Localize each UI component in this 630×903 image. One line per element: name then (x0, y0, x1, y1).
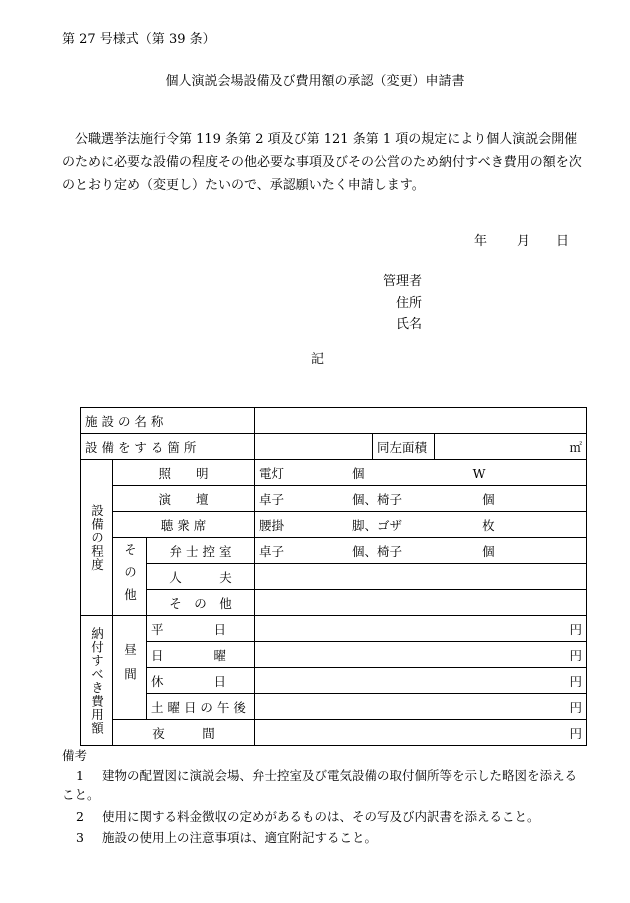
seats-c3: 枚 (482, 517, 495, 533)
yen-unit: 円 (569, 647, 583, 663)
yen-unit: 円 (569, 673, 583, 689)
lighting-c1: 電灯 (259, 465, 285, 481)
date-day-label: 日 (556, 234, 570, 249)
table-row (81, 642, 587, 668)
table-row (81, 538, 587, 564)
name-label: 氏名 (396, 317, 423, 332)
table-row (81, 590, 587, 616)
fee-header: 納付すべき費用額 (81, 616, 113, 746)
area-field[interactable] (435, 434, 587, 460)
facility-name-field[interactable] (255, 408, 587, 434)
staff-field[interactable] (255, 564, 587, 590)
sonota-header: その他 (113, 538, 147, 616)
table-row (81, 512, 587, 538)
yen-unit: 円 (569, 699, 583, 715)
waiting-room-label: 弁 士 控 室 (147, 538, 255, 564)
stage-field[interactable] (255, 486, 587, 512)
equipment-header: 設備の程度 (81, 460, 113, 616)
table-row (81, 408, 587, 434)
stage-c2: 個、椅子 (352, 491, 403, 507)
holiday-label: 休 日 (147, 668, 255, 694)
stage-label: 演 壇 (113, 486, 255, 512)
other-field[interactable] (255, 590, 587, 616)
other-label: そ の 他 (147, 590, 255, 616)
waiting-c2: 個、椅子 (352, 543, 403, 559)
location-field[interactable] (255, 434, 373, 460)
date-year-label: 年 (474, 234, 488, 249)
notes-heading: 備考 (62, 748, 88, 763)
body-paragraph: 公職選挙法施行令第 119 条第 2 項及び第 121 条第 1 項の規定により個人演説会開催のために必要な設備の程度その他必要な事項及びその公営のため納付すべき費用の額を次のとおり定め（変更し）たいので、承認願いたく申請します。 (62, 132, 582, 193)
date-month-label: 月 (517, 234, 531, 249)
note-number: 1 (76, 768, 84, 783)
table-row (81, 486, 587, 512)
area-label: 同左面積 (373, 434, 435, 460)
saturday-pm-label: 土 曜 日 の 午 後 (147, 694, 255, 720)
manager-label: 管理者 (383, 274, 423, 289)
yen-unit: 円 (569, 725, 583, 741)
ki-marker: 記 (311, 352, 325, 367)
lighting-field[interactable] (255, 460, 587, 486)
staff-label: 人 夫 (147, 564, 255, 590)
lighting-c2: 個 (352, 465, 365, 481)
application-table (80, 407, 587, 746)
area-unit: ㎡ (569, 439, 583, 455)
waiting-c1: 卓子 (259, 543, 285, 559)
table-row (81, 668, 587, 694)
waiting-c3: 個 (482, 543, 495, 559)
facility-name-label: 施 設 の 名 称 (81, 408, 255, 434)
seats-c1: 腰掛 (259, 517, 285, 533)
table-row (81, 720, 587, 746)
night-label: 夜 間 (113, 720, 255, 746)
holiday-fee-field[interactable] (255, 668, 587, 694)
note-text: 建物の配置図に演説会場、弁士控室及び電気設備の取付個所等を示した略図を添えること。 (62, 768, 578, 802)
seats-c2: 脚、ゴザ (352, 517, 403, 533)
note-text: 使用に関する料金徴収の定めがあるものは、その写及び内訳書を添えること。 (102, 809, 540, 824)
note-item (62, 766, 577, 804)
seats-field[interactable] (255, 512, 587, 538)
form-number: 第 27 号様式（第 39 条） (62, 32, 216, 47)
weekday-label: 平 日 (147, 616, 255, 642)
stage-c3: 個 (482, 491, 495, 507)
table-row (81, 460, 587, 486)
saturday-pm-fee-field[interactable] (255, 694, 587, 720)
location-label: 設 備 を す る 箇 所 (81, 434, 255, 460)
table-row (81, 694, 587, 720)
sunday-fee-field[interactable] (255, 642, 587, 668)
note-number: 2 (76, 809, 84, 824)
stage-c1: 卓子 (259, 491, 285, 507)
weekday-fee-field[interactable] (255, 616, 587, 642)
note-number: 3 (76, 830, 84, 845)
daytime-header: 昼間 (113, 616, 147, 720)
lighting-label: 照 明 (113, 460, 255, 486)
page-title: 個人演説会場設備及び費用額の承認（変更）申請書 (165, 74, 465, 89)
waiting-room-field[interactable] (255, 538, 587, 564)
table-row (81, 564, 587, 590)
night-fee-field[interactable] (255, 720, 587, 746)
table-row (81, 434, 587, 460)
note-item (62, 828, 577, 847)
sunday-label: 日 曜 (147, 642, 255, 668)
note-item (62, 807, 577, 826)
yen-unit: 円 (569, 621, 583, 637)
note-text: 施設の使用上の注意事項は、適宜附記すること。 (102, 830, 378, 845)
lighting-c3: W (472, 465, 486, 481)
address-label: 住所 (396, 296, 423, 311)
seats-label: 聴 衆 席 (113, 512, 255, 538)
table-row (81, 616, 587, 642)
